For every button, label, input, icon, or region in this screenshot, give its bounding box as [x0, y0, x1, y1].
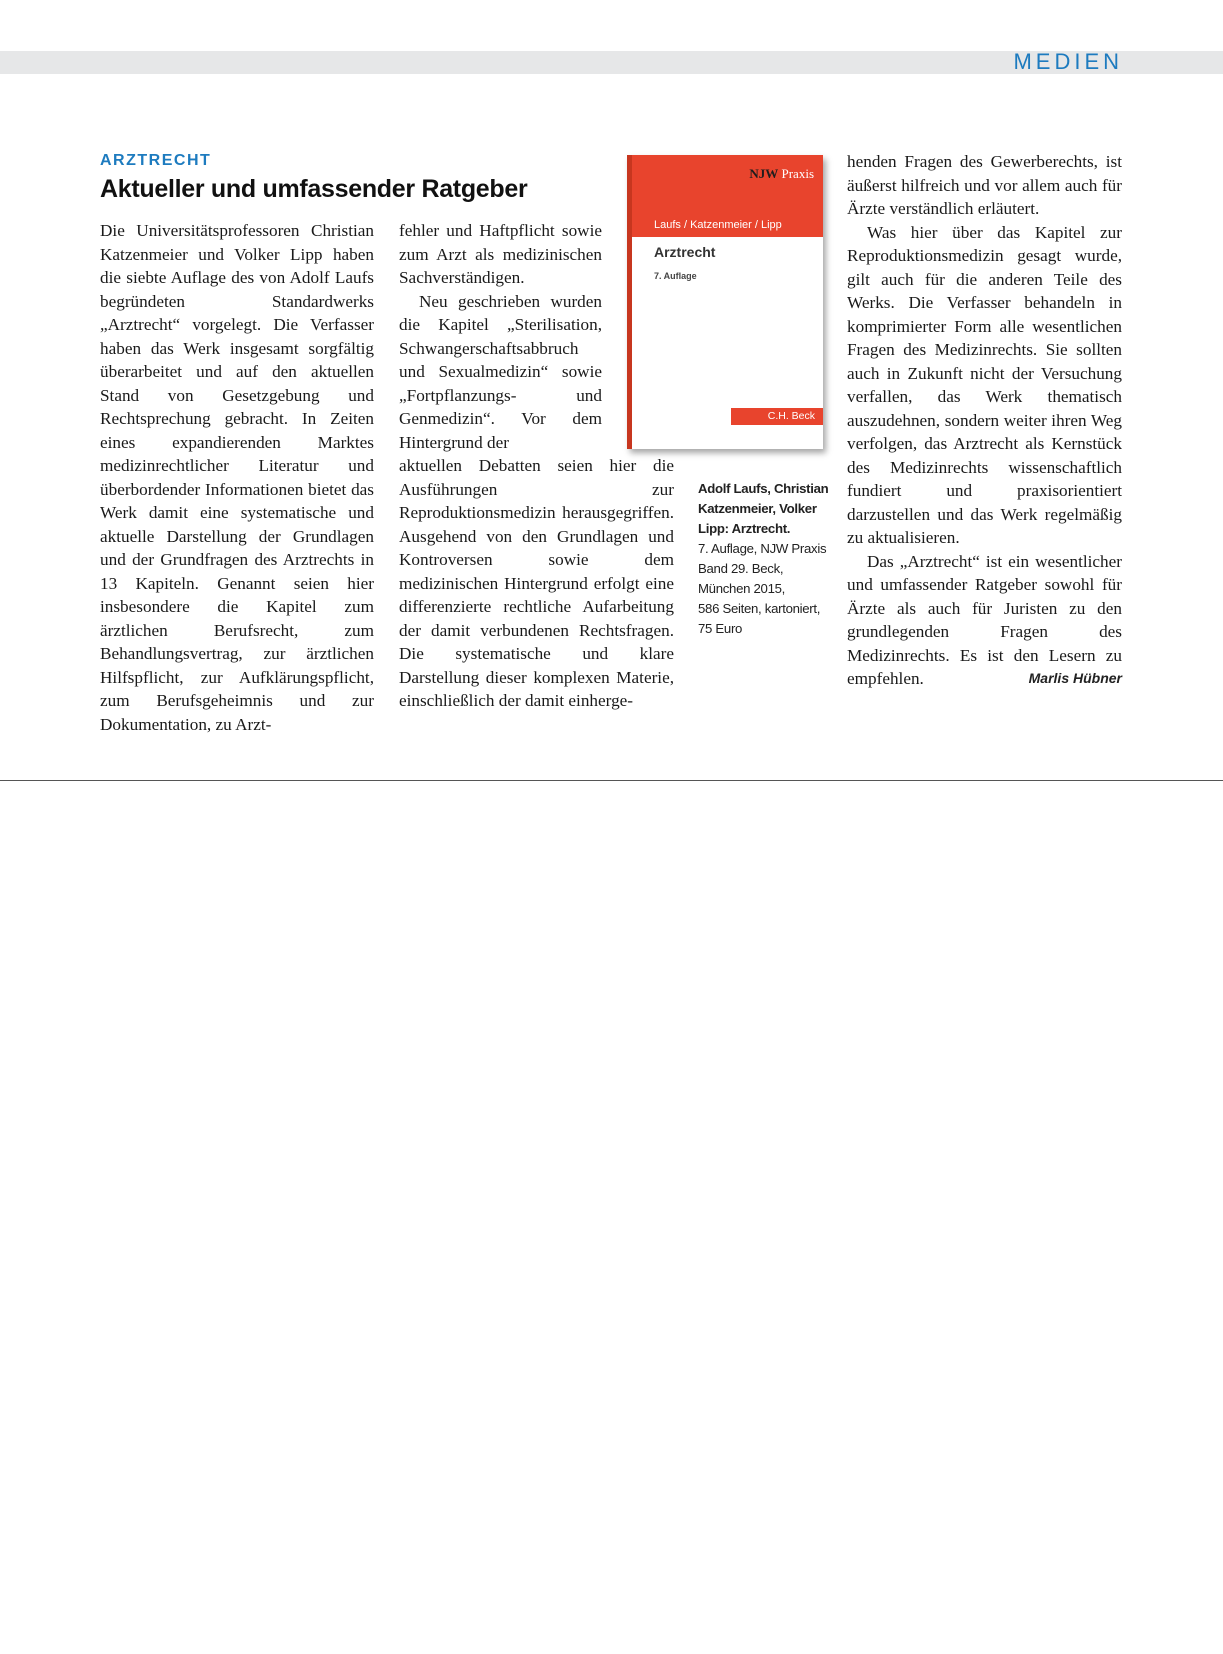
paragraph: aktuellen Debatten seien hier die Ausführungen zur Reproduktionsmedizin herausgegriffen. Ausgehend von den Grundlagen und Kontroversen sowie dem medizinischen Hintergrund erfolgt eine differenzierte rechtliche Aufarbeitung der damit verbundenen Rechtsfragen. Die systematische und klare Darstellung dieser komplexen Materie, einschließlich der damit einherge- — [399, 456, 674, 710]
book-title: Arztrecht — [654, 244, 716, 260]
caption-detail-line: 586 Seiten, kartoniert, — [698, 601, 821, 616]
caption-detail-line: Band 29. Beck, — [698, 561, 784, 576]
paragraph: fehler und Haftpflicht sowie zum Arzt als medizinischen Sachverständigen. — [399, 221, 602, 287]
article-kicker: ARZTRECHT — [100, 152, 212, 169]
caption-detail-line: 75 Euro — [698, 621, 743, 636]
article-column-3 — [847, 150, 1122, 691]
book-series-logo: NJW Praxis — [749, 166, 814, 181]
book-authors: Laufs / Katzenmeier / Lipp — [654, 219, 782, 231]
paragraph: Was hier über das Kapitel zur Reproduktionsmedizin gesagt wurde, gilt auch für die anderen Teile des Werks. Die Verfasser behandeln in komprimierter Form alle wesentlichen Fragen des Medizinrechts. Sie sollten auch in Zukunft nicht der Versuchung verfallen, das Werk thematisch auszudehnen, sondern weiter ihren Weg verfolgen, das Arztrecht als Kernstück des Medizinrechts wissenschaftlich fundiert und praxisorientiert darzustellen und das Werk regelmäßig zu aktualisieren. — [847, 222, 1122, 547]
section-label: MEDIEN — [1013, 49, 1123, 74]
article-column-1 — [100, 219, 374, 736]
column-2-wrap-area — [399, 219, 602, 454]
bottom-divider — [0, 780, 1223, 781]
book-cover-image — [627, 155, 823, 449]
paragraph: Neu geschrieben wurden die Kapitel „Sterilisation, Schwangerschaftsabbruch und Sexualmedizin“ sowie „Fortpflanzungs- und Genmedizin“. Vor dem Hintergrund der — [399, 291, 602, 452]
book-cover-spine — [627, 155, 632, 449]
paragraph: Die Universitätsprofessoren Christian Katzenmeier und Volker Lipp haben die siebte Auflage des von Adolf Laufs begründeten Standardwerks „Arztrecht“ vorgelegt. Die Verfasser haben das Werk insgesamt sorgfältig überarbeitet und auf den aktuellen Stand von Gesetzgebung und Rechtsprechung gebracht. In Zeiten eines expandierenden Marktes medizinrechtlicher Literatur und überbordender Informationen bietet das Werk damit eine systematische und aktuelle Darstellung der Grundlagen und der Grundfragen des Arztrechts in 13 Kapiteln. Genannt seien hier insbesondere die Kapitel zum ärztlichen Berufsrecht, zum Behandlungsvertrag, zur ärztlichen Hilfspflicht, zur Aufklärungspflicht, zum Berufsgeheimnis und zur Dokumentation, zu Arzt- — [100, 221, 374, 734]
book-caption — [698, 479, 833, 639]
book-publisher-logo: C.H. Beck — [731, 408, 823, 425]
caption-title-line: Adolf Laufs, Christian — [698, 481, 829, 496]
author-signature: Marlis Hübner — [1028, 670, 1122, 686]
paragraph-text: Das „Arztrecht“ ist ein wesentlicher und umfassender Ratgeber sowohl für Ärzte als auch für Juristen zu den grundlegenden Fragen des Medizinrechts. Es ist den Lesern zu empfehlen. — [847, 551, 1122, 688]
paragraph: henden Fragen des Gewerberechts, ist äußerst hilfreich und vor allem auch für Ärzte verständlich erläutert. — [847, 152, 1122, 218]
caption-detail-line: München 2015, — [698, 581, 786, 596]
article-headline: Aktueller und umfassender Ratgeber — [100, 175, 528, 203]
caption-detail-line: 7. Auflage, NJW Praxis — [698, 541, 827, 556]
paragraph-last — [847, 550, 1122, 691]
book-edition: 7. Auflage — [654, 271, 697, 281]
caption-title-line: Lipp: Arztrecht. — [698, 521, 791, 536]
caption-title-line: Katzenmeier, Volker — [698, 501, 817, 516]
